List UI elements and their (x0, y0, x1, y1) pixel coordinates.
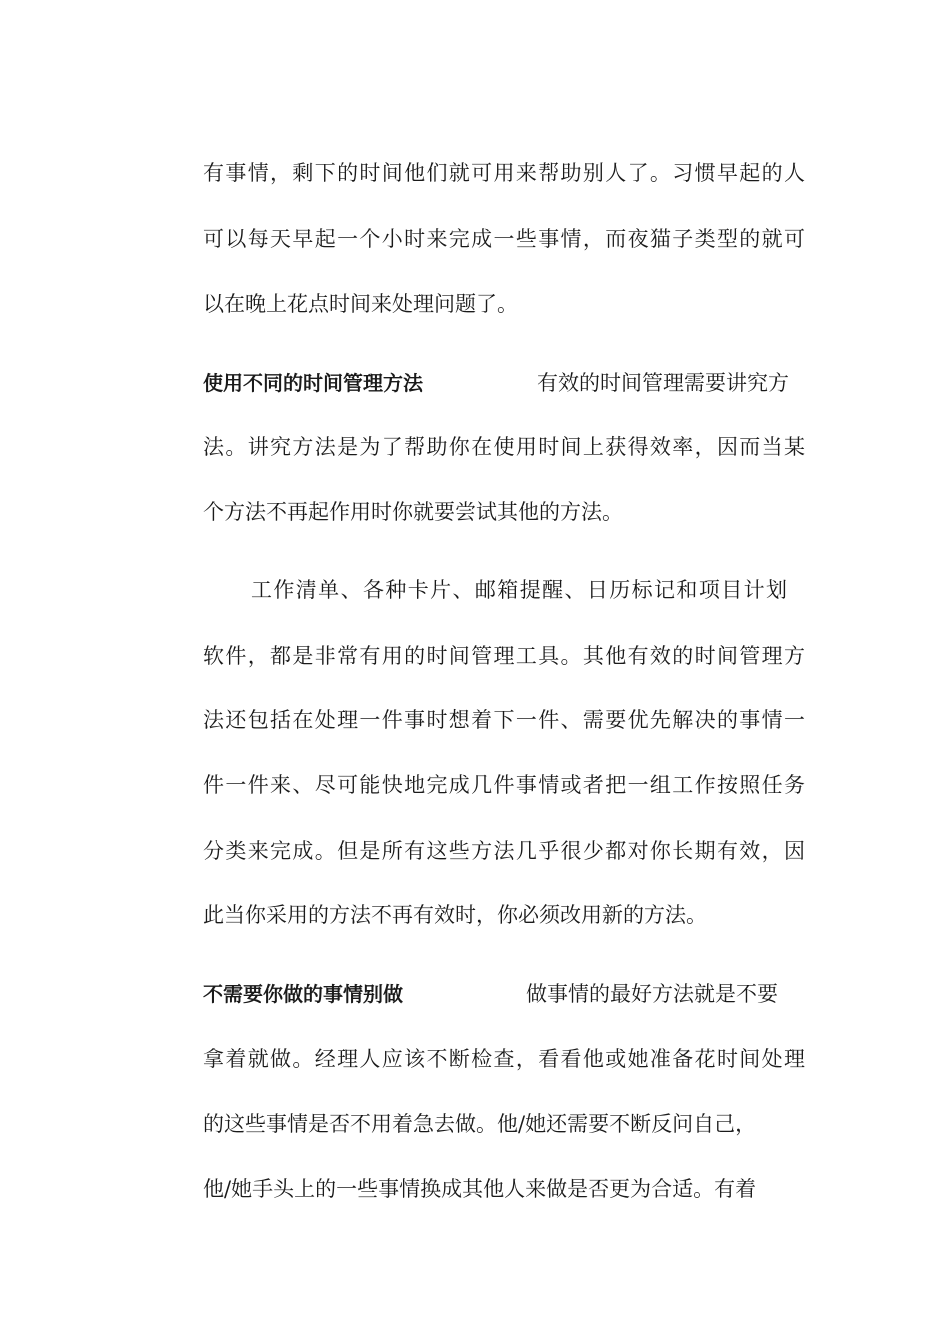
section-heading-line (203, 979, 805, 1009)
paragraph-text: 做事情的最好方法就是不要 (526, 982, 778, 1006)
paragraph-line: 软件，都是非常有用的时间管理工具。其他有效的时间管理方 (203, 644, 805, 668)
paragraph-line: 拿着就做。经理人应该不断检查，看看他或她准备花时间处理 (203, 1047, 805, 1071)
section-heading-line (203, 368, 805, 398)
section-heading: 不需要你做的事情别做 (203, 982, 403, 1006)
paragraph-line: 分类来完成。但是所有这些方法几乎很少都对你长期有效，因 (203, 839, 805, 863)
paragraph-line: 个方法不再起作用时你就要尝试其他的方法。 (203, 500, 623, 524)
paragraph-line: 可以每天早起一个小时来完成一些事情，而夜猫子类型的就可 (203, 227, 805, 251)
paragraph-line: 的这些事情是否不用着急去做。他/她还需要不断反问自己， (203, 1112, 757, 1136)
paragraph-line: 法还包括在处理一件事时想着下一件、需要优先解决的事情一 (203, 708, 805, 732)
paragraph-line: 法。讲究方法是为了帮助你在使用时间上获得效率，因而当某 (203, 435, 805, 459)
paragraph-text: 有效的时间管理需要讲究方 (537, 371, 789, 395)
paragraph-line: 他/她手头上的一些事情换成其他人来做是否更为合适。有着 (203, 1177, 757, 1201)
paragraph-line: 此当你采用的方法不再有效时，你必须改用新的方法。 (203, 903, 707, 927)
paragraph-line: 以在晚上花点时间来处理问题了。 (203, 292, 518, 316)
paragraph-line: 件一件来、尽可能快地完成几件事情或者把一组工作按照任务 (203, 773, 805, 797)
section-heading: 使用不同的时间管理方法 (203, 371, 423, 395)
paragraph-line: 工作清单、各种卡片、邮箱提醒、日历标记和项目计划 (251, 578, 787, 602)
paragraph-line: 有事情，剩下的时间他们就可用来帮助别人了。习惯早起的人 (203, 161, 805, 185)
